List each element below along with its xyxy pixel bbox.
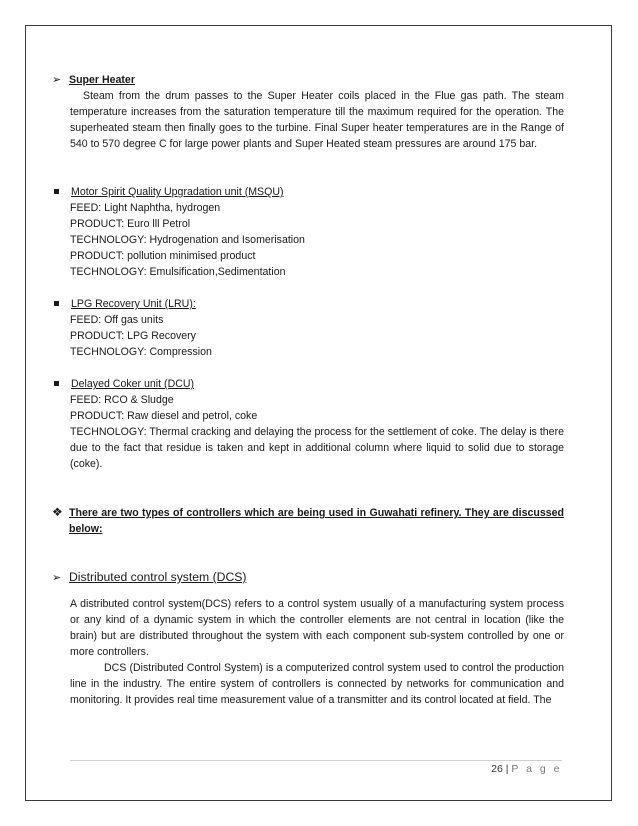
dcs-paragraph-2: DCS (Distributed Control System) is a computerized control system used to control the production line in the industry. The entire system of controllers is connected by networks for communication and monitoring. It provides real time measurement value of a transmitter and its control located at field. The bbox=[70, 662, 564, 706]
square-bullet-icon bbox=[54, 301, 59, 306]
dcs-heading bbox=[52, 569, 564, 586]
dcu-title: Delayed Coker unit (DCU) bbox=[71, 378, 195, 390]
page-footer bbox=[70, 760, 562, 775]
lru-line: PRODUCT: LPG Recovery bbox=[70, 330, 196, 342]
msqu-line: PRODUCT: Euro lll Petrol bbox=[70, 218, 191, 230]
msqu-line: TECHNOLOGY: Hydrogenation and Isomerisation bbox=[70, 234, 305, 246]
super-heater-heading bbox=[52, 72, 564, 88]
arrow-bullet-icon: ➢ bbox=[52, 74, 62, 86]
lru-line: TECHNOLOGY: Compression bbox=[70, 346, 212, 358]
dcu-line: FEED: RCO & Sludge bbox=[70, 394, 174, 406]
square-bullet-icon bbox=[54, 381, 59, 386]
msqu-line: PRODUCT: pollution minimised product bbox=[70, 250, 256, 262]
page-number-label bbox=[491, 763, 562, 775]
controllers-title: There are two types of controllers which are being used in Guwahati refinery. They are discussed below: bbox=[69, 507, 564, 535]
dcu-technology: TECHNOLOGY: Thermal cracking and delaying the process for the settlement of coke. The delay is there due to the fact that residue is taken and kept in additional column where liquid to solid due to storage (coke). bbox=[70, 426, 564, 470]
controllers-heading bbox=[52, 504, 564, 537]
super-heater-paragraph: Steam from the drum passes to the Super Heater coils placed in the Flue gas path. The steam temperature increases from the saturation temperature till the maximum required for the operation. The superheated steam then finally goes to the turbine. Final Super heater temperatures are in the Range of 540 to 570 degree C for large power plants and Super Heated steam pressures are around 175 bar. bbox=[70, 90, 564, 150]
msqu-title: Motor Spirit Quality Upgradation unit (MSQU) bbox=[71, 186, 284, 198]
diamond-bullet-icon: ❖ bbox=[52, 505, 63, 519]
msqu-line: FEED: Light Naphtha, hydrogen bbox=[70, 202, 221, 214]
dcs-title: Distributed control system (DCS) bbox=[69, 570, 247, 584]
document-body bbox=[52, 72, 564, 708]
lru-details bbox=[52, 312, 564, 360]
dcu-heading bbox=[52, 376, 564, 392]
page-word: P a g e bbox=[511, 763, 562, 775]
lru-title: LPG Recovery Unit (LRU): bbox=[71, 298, 196, 310]
square-bullet-icon bbox=[54, 189, 59, 194]
page-separator: | bbox=[505, 763, 509, 775]
lru-line: FEED: Off gas units bbox=[70, 314, 164, 326]
msqu-line: TECHNOLOGY: Emulsification,Sedimentation bbox=[70, 266, 286, 278]
dcs-paragraph-1: A distributed control system(DCS) refers to a control system usually of a manufacturing system process or any kind of a dynamic system in which the controller elements are not central in location (like the brain) but are distributed throughout the system with each component sub-system controlled by one or more controllers. bbox=[70, 598, 564, 658]
arrow-bullet-icon: ➢ bbox=[52, 572, 62, 584]
page-number: 26 bbox=[491, 763, 503, 775]
dcu-details bbox=[52, 392, 564, 472]
msqu-details bbox=[52, 200, 564, 280]
super-heater-title: Super Heater bbox=[69, 74, 135, 86]
msqu-heading bbox=[52, 184, 564, 200]
dcu-line: PRODUCT: Raw diesel and petrol, coke bbox=[70, 410, 258, 422]
lru-heading bbox=[52, 296, 564, 312]
